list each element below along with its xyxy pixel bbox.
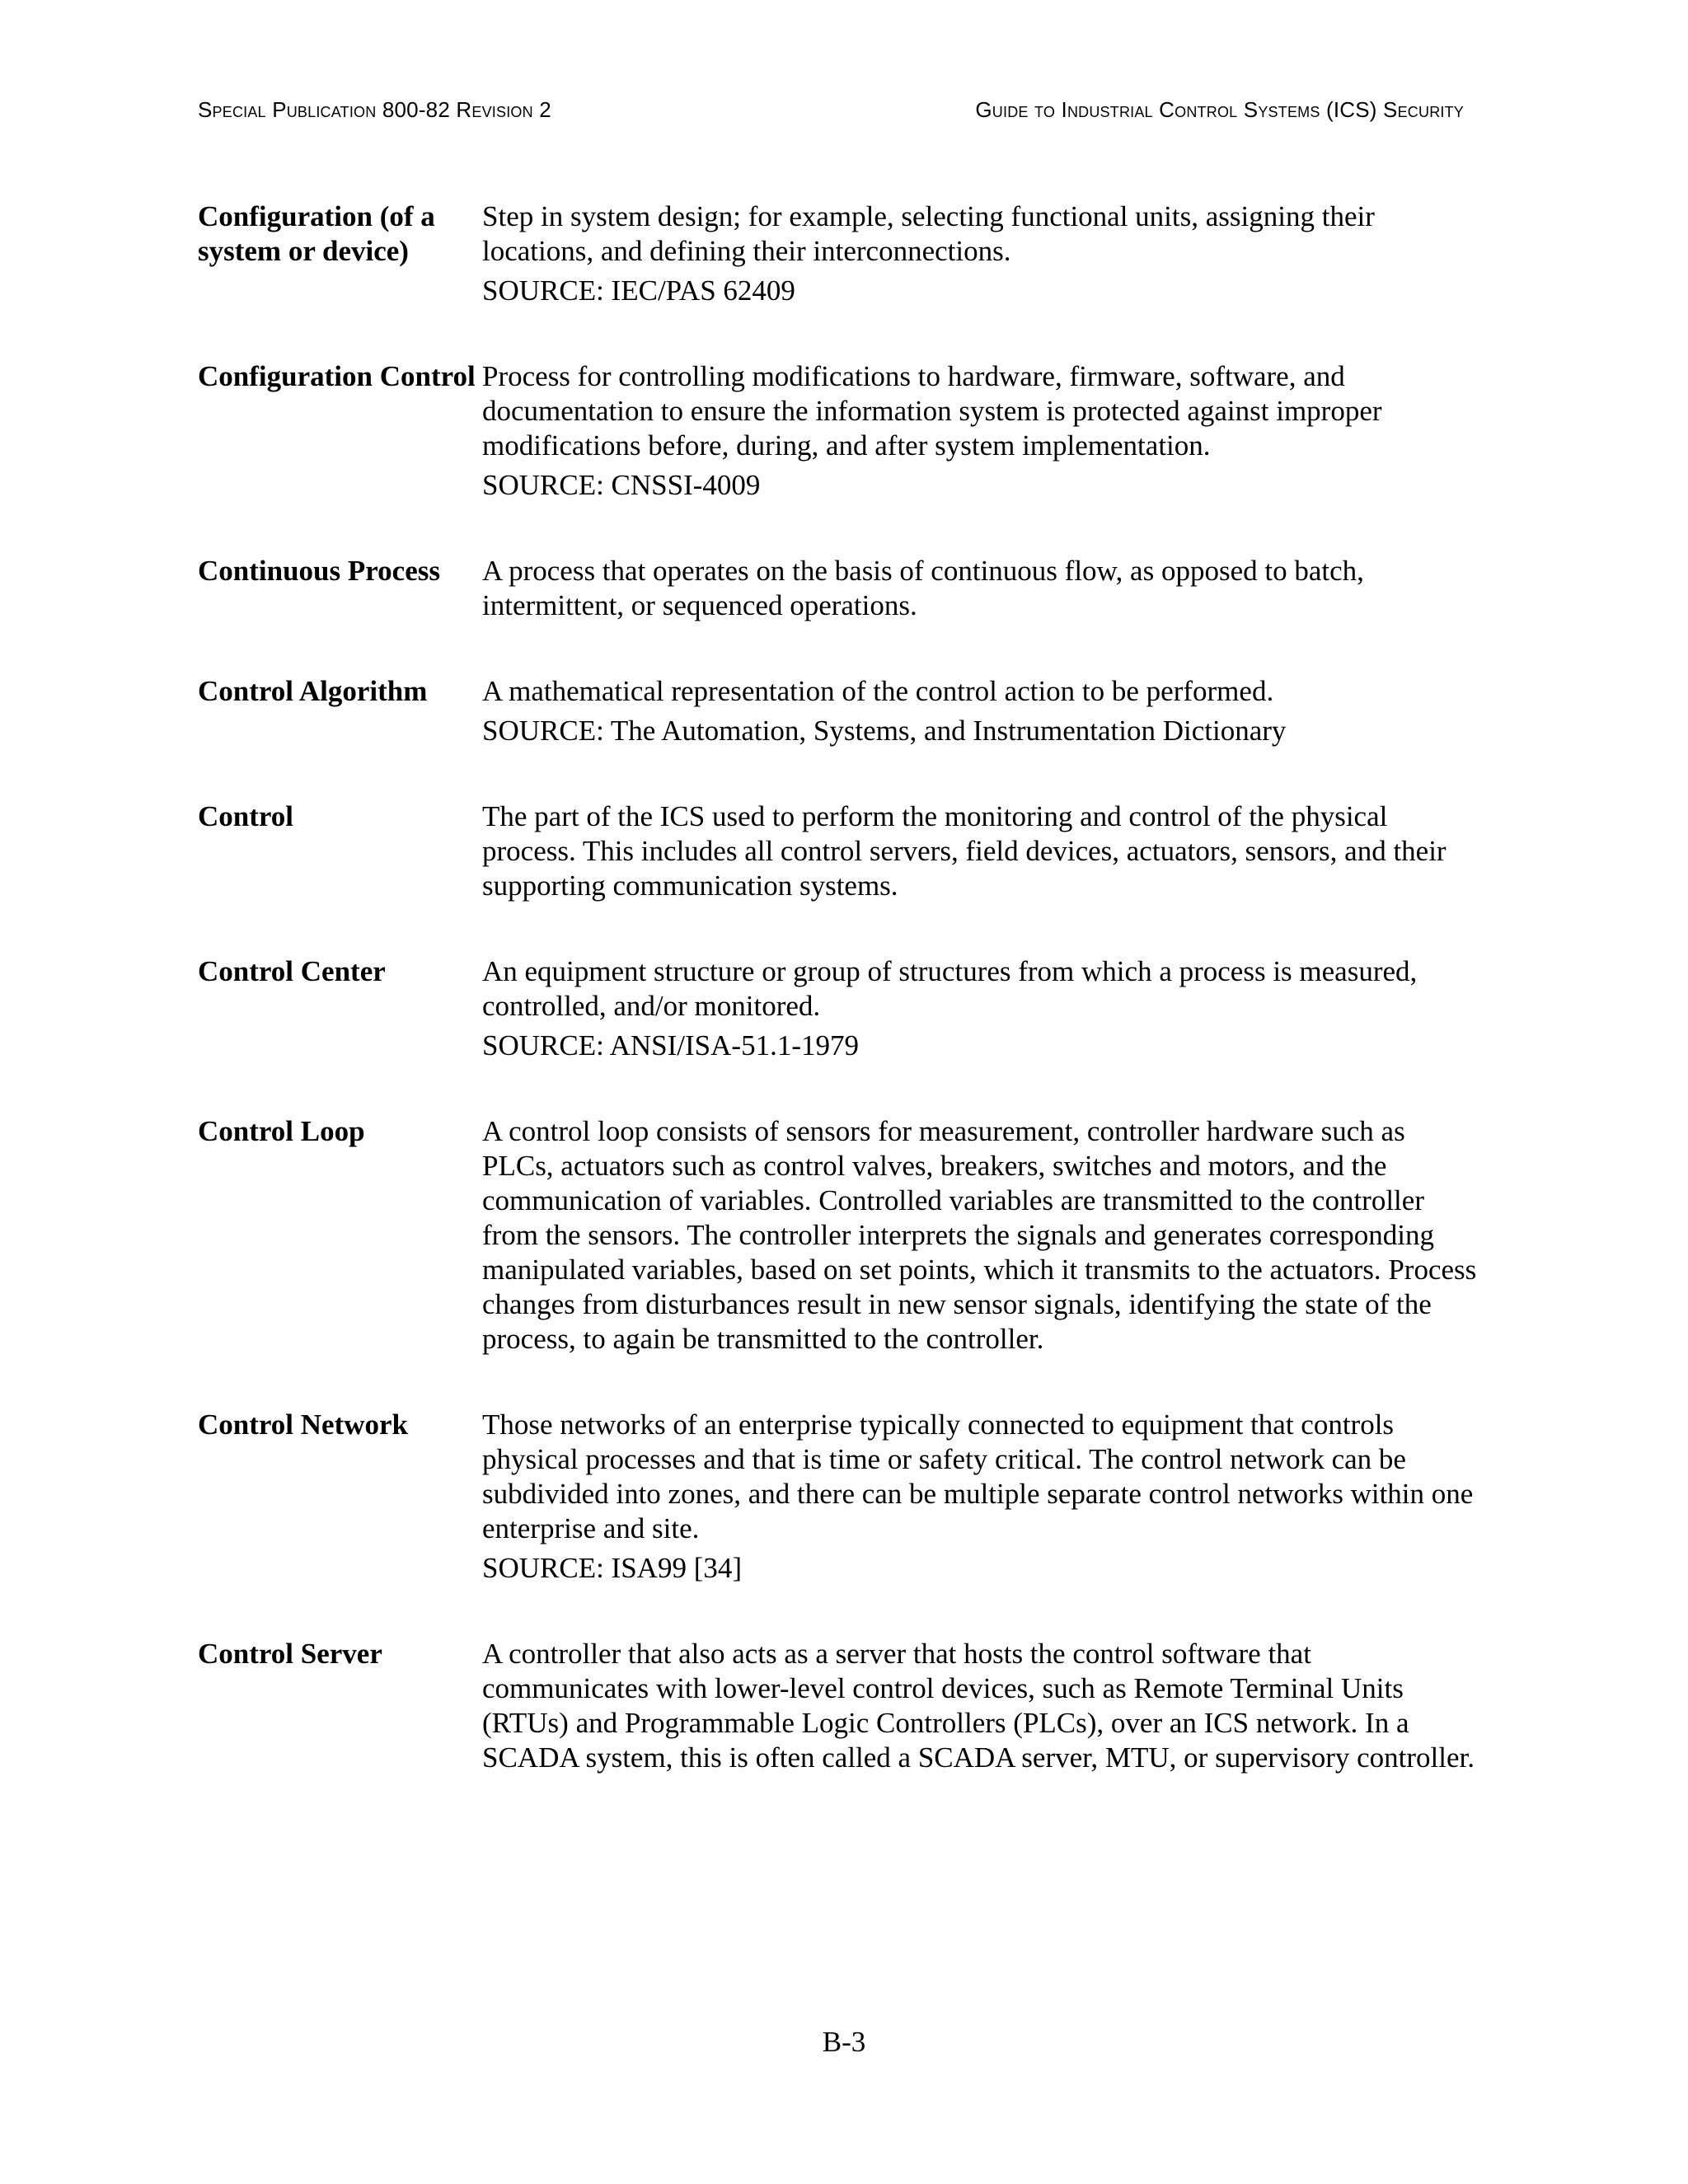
glossary-definition-block: [482, 554, 1484, 623]
glossary-definition: A control loop consists of sensors for measurement, controller hardware such as PLCs, actuators such as control valves, breakers, switches and motors, and the communication of variables. Controlled variables are transmitted to the controller from the sensors. The controller interprets the signals and generates corresponding manipulated variables, based on set points, which it transmits to the actuators. Process changes from disturbances result in new sensor signals, identifying the state of the process, to again be transmitted to the controller.: [482, 1115, 1477, 1355]
glossary-entry: [198, 359, 1484, 503]
glossary-definition-block: [482, 1637, 1484, 1775]
glossary-source: SOURCE: CNSSI-4009: [482, 469, 761, 501]
glossary-source: SOURCE: The Automation, Systems, and Instrumentation Dictionary: [482, 715, 1287, 747]
glossary-definition-block: [482, 359, 1484, 503]
glossary-definition: A mathematical representation of the control action to be performed.: [482, 675, 1274, 707]
document-title: Guide to Industrial Control Systems (ICS) Security: [975, 97, 1464, 122]
glossary-definition: The part of the ICS used to perform the monitoring and control of the physical process. This includes all control servers, field devices, actuators, sensors, and their supporting communication systems.: [482, 800, 1447, 902]
glossary-list: [198, 199, 1484, 1826]
glossary-source: SOURCE: ANSI/ISA-51.1-1979: [482, 1029, 859, 1062]
glossary-term: Control Center: [198, 955, 386, 987]
glossary-definition-block: [482, 674, 1484, 748]
glossary-definition-block: [482, 954, 1484, 1063]
glossary-entry: [198, 554, 1484, 623]
glossary-entry: [198, 1637, 1484, 1775]
page-number: B-3: [822, 2026, 866, 2058]
glossary-term: Continuous Process: [198, 555, 440, 587]
publication-title: Special Publication 800-82 Revision 2: [198, 97, 551, 122]
glossary-term: Control: [198, 800, 294, 832]
glossary-term: Control Algorithm: [198, 675, 428, 707]
glossary-definition: A process that operates on the basis of continuous flow, as opposed to batch, intermittent, or sequenced operations.: [482, 555, 1364, 621]
glossary-term: Control Loop: [198, 1115, 365, 1147]
glossary-definition: Process for controlling modifications to hardware, firmware, software, and documentation to ensure the information system is protected against improper modifications before, during, and after system implementation.: [482, 360, 1382, 462]
glossary-definition: Those networks of an enterprise typically connected to equipment that controls physical processes and that is time or safety critical. The control network can be subdivided into zones, and there can be multiple separate control networks within one enterprise and site.: [482, 1408, 1474, 1544]
glossary-entry: [198, 199, 1484, 308]
glossary-definition-block: [482, 1114, 1484, 1357]
glossary-definition-block: [482, 799, 1484, 903]
glossary-term: Control Network: [198, 1408, 409, 1441]
glossary-definition-block: [482, 1408, 1484, 1586]
glossary-entry: [198, 799, 1484, 903]
page-header: [198, 97, 1464, 130]
glossary-entry: [198, 954, 1484, 1063]
glossary-term: Control Server: [198, 1638, 382, 1670]
glossary-source: SOURCE: IEC/PAS 62409: [482, 274, 795, 307]
glossary-definition-block: [482, 199, 1484, 308]
glossary-definition: A controller that also acts as a server that hosts the control software that communicates with lower-level control devices, such as Remote Terminal Units (RTUs) and Programmable Logic Controllers (PLCs), over an ICS network. In a SCADA system, this is often called a SCADA server, MTU, or supervisory controller.: [482, 1638, 1475, 1774]
glossary-entry: [198, 1408, 1484, 1586]
glossary-definition: Step in system design; for example, selecting functional units, assigning their locations, and defining their interconnections.: [482, 200, 1375, 267]
glossary-term: Configuration (of a system or device): [198, 200, 435, 267]
glossary-entry: [198, 1114, 1484, 1357]
glossary-entry: [198, 674, 1484, 748]
glossary-term: Configuration Control: [198, 360, 476, 392]
glossary-definition: An equipment structure or group of structures from which a process is measured, controlled, and/or monitored.: [482, 955, 1418, 1022]
glossary-source: SOURCE: ISA99 [34]: [482, 1552, 743, 1584]
